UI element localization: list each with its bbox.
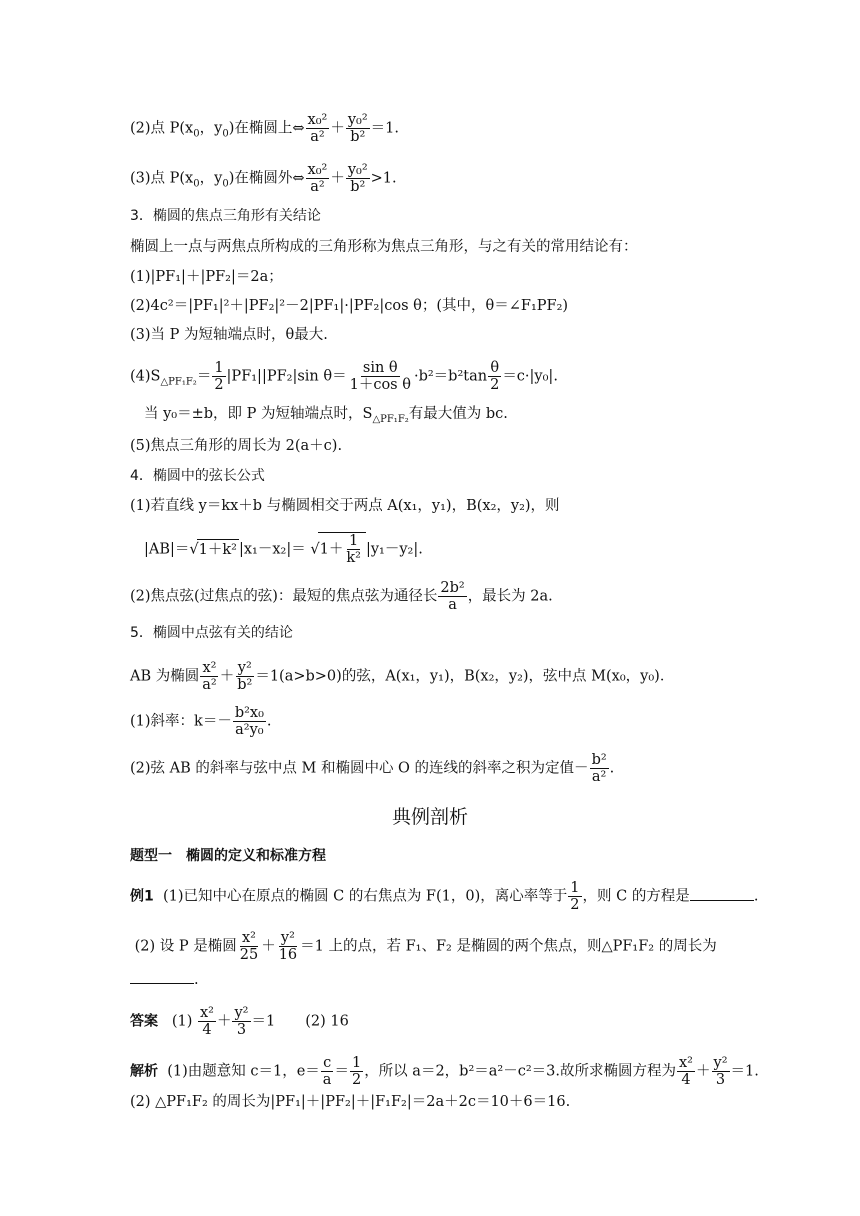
chord-2: (2)焦点弦(过焦点的弦)：最短的焦点弦为通径长 $\frac{\text{2b²}}{a}$ ，最长为 2a. — [130, 580, 553, 613]
result-5: (5)焦点三角形的周长为 2(a＋c). — [130, 438, 343, 454]
result-3: (3)当 P 为短轴端点时，θ最大. — [130, 327, 328, 343]
cond-inside: (2)点 $P(x_0$，$y_0$)在椭圆上⇔ $\frac{\text{x₀²}}{\text{a²}}$ ＋ $\frac{\text{y₀²}}{\text{b²}}$ ＝1. — [130, 112, 399, 145]
answer-blank — [130, 971, 194, 984]
example-1-part-2: (2) 设 P 是椭圆 $\frac{\text{x²}}{25}$ ＋ $\frac{\text{y²}}{16}$ ＝1 上的点，若 F₁、F₂ 是椭圆的两个焦点，则△PF₁F₂ 的周长为 — [134, 930, 717, 963]
heading-midpoint-chord: 5．椭圆中点弦有关的结论 — [130, 625, 293, 641]
answer-blank — [690, 888, 754, 901]
chord-length-formula: |AB|＝√1＋k² |x₁－x₂|＝ √1＋ $\frac{1}{\text{k²}}$ |y₁－y₂|. — [144, 533, 423, 566]
example-1-part-1: 例1 (1)已知中心在原点的椭圆 C 的右焦点为 F(1，0)，离心率等于 $\frac{1}{2}$ ，则 C 的方程是 . — [130, 880, 759, 913]
chord-1: (1)若直线 y＝kx＋b 与椭圆相交于两点 A(x₁，y₁)，B(x₂，y₂)，则 — [130, 498, 560, 514]
solution-line-2: (2) △PF₁F₂ 的周长为|PF₁|＋|PF₂|＋|F₁F₂|＝2a＋2c＝10＋6＝16. — [130, 1094, 571, 1110]
section-title: 典例剖析 — [391, 806, 468, 828]
heading-chord-length: 4．椭圆中的弦长公式 — [130, 468, 265, 484]
result-1: (1)|PF₁|＋|PF₂|＝2a； — [130, 269, 283, 285]
midpoint-setup: AB 为椭圆 $\frac{\text{x²}}{\text{a²}}$ ＋ $\frac{\text{y²}}{\text{b²}}$ ＝1(a>b>0)的弦，A(x₁，y₁)，B(x₂，y₂)，弦中点 M(x₀，y₀)． — [130, 660, 675, 693]
question-type-1: 题型一 椭圆的定义和标准方程 — [130, 848, 326, 864]
answer-line: 答案 (1) $\frac{\text{x²}}{4}$ ＋ $\frac{\text{y²}}{3}$ ＝1 (2) 16 — [130, 1005, 349, 1038]
heading-focal-triangle: 3．椭圆的焦点三角形有关结论 — [130, 208, 321, 224]
result-2: (2)4c²＝|PF₁|²＋|PF₂|²－2|PF₁|·|PF₂|cos θ；(其中，θ＝∠F₁PF₂) — [130, 298, 569, 314]
result-4-area: $(4)S_{\triangle PF_1F_2}=$ $\frac{1}{2}$ |PF₁||PF₂|sin θ＝ $\frac{\text{sin θ}}{\text{1＋cos θ}}$ ·b²＝b²tan $\frac{\theta}{2}$ ＝c·|y₀|. — [130, 360, 558, 393]
midpoint-product: (2)弦 AB 的斜率与弦中点 M 和椭圆中心 O 的连线的斜率之积为定值－ $\frac{\text{b²}}{\text{a²}}$ . — [130, 752, 615, 785]
result-4-note: 当 y₀＝±b，即 P 为短轴端点时，$S_{\triangle PF_1F_2}$有最大值为 bc. — [144, 406, 508, 425]
focal-triangle-intro: 椭圆上一点与两焦点所构成的三角形称为焦点三角形，与之有关的常用结论有： — [130, 239, 638, 255]
cond-outside: (3)点 $P(x_0$，$y_0$)在椭圆外⇔ $\frac{\text{x₀²}}{\text{a²}}$ ＋ $\frac{\text{y₀²}}{\text{b²}}$ >1. — [130, 162, 397, 195]
solution-line-1: 解析 (1)由题意知 c＝1，e＝ $\frac{c}{a}$ ＝ $\frac{1}{2}$ ，所以 a＝2，b²＝a²－c²＝3.故所求椭圆方程为 $\frac{\text{x²}}{4}$ ＋ $\frac{\text{y²}}{3}$ ＝1. — [130, 1055, 759, 1088]
example-1-blank-line: . — [130, 970, 199, 990]
midpoint-slope: (1)斜率：k＝－ $\frac{\text{b²x₀}}{\text{a²y₀}}$ . — [130, 705, 272, 738]
